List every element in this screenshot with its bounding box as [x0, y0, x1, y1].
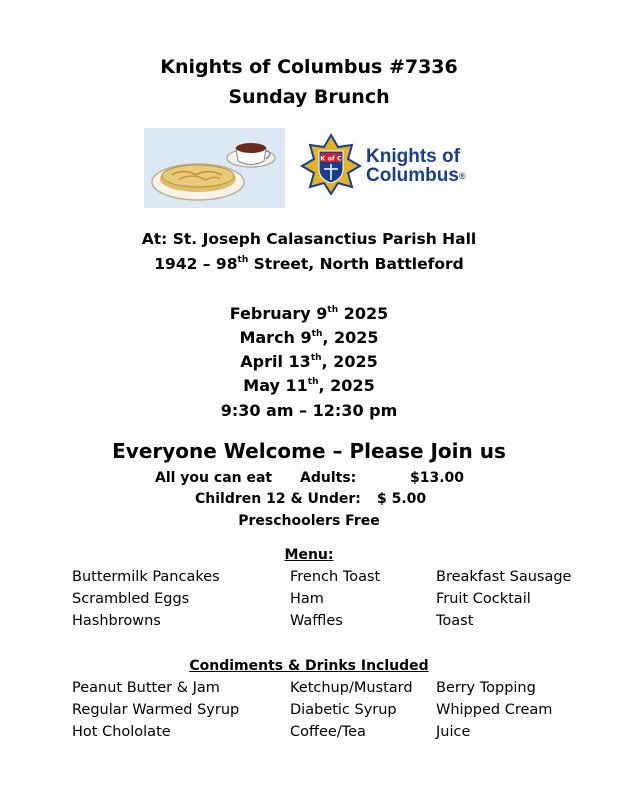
menu-item: Breakfast Sausage [436, 569, 572, 585]
page-subtitle: Sunday Brunch [228, 86, 390, 108]
preschoolers-label: Preschoolers Free [238, 513, 380, 529]
menu-item: Fruit Cocktail [436, 591, 531, 607]
all-you-can-eat-label: All you can eat [155, 470, 273, 486]
logo-name-line2: Columbus® [366, 165, 466, 186]
venue-address: 1942 – 98th Street, North Battleford [154, 254, 464, 273]
condiment-item: Peanut Butter & Jam [72, 680, 220, 696]
venue-name: At: St. Joseph Calasanctius Parish Hall [141, 230, 477, 248]
condiment-item: Ketchup/Mustard [290, 680, 413, 696]
condiment-item: Juice [436, 724, 471, 740]
menu-item: Buttermilk Pancakes [72, 569, 220, 585]
children-label: Children 12 & Under: [195, 491, 361, 507]
welcome-heading: Everyone Welcome – Please Join us [112, 439, 506, 463]
condiments-heading: Condiments & Drinks Included [189, 658, 429, 674]
menu-heading: Menu: [284, 547, 334, 563]
registered-mark: ® [458, 171, 466, 181]
date-item: April 13th, 2025 [240, 352, 378, 371]
logo-name-line1: Knights of [366, 146, 460, 167]
children-price: $ 5.00 [377, 491, 427, 507]
menu-item: Waffles [290, 613, 343, 629]
menu-item: Scrambled Eggs [72, 591, 190, 607]
condiment-item: Berry Topping [436, 680, 536, 696]
condiment-item: Hot Chololate [72, 724, 171, 740]
condiment-item: Diabetic Syrup [290, 702, 397, 718]
condiment-item: Whipped Cream [436, 702, 553, 718]
date-item: February 9th 2025 [229, 304, 389, 323]
date-item: March 9th, 2025 [239, 328, 379, 347]
menu-item: Hashbrowns [72, 613, 161, 629]
menu-item: Toast [436, 613, 474, 629]
page-title: Knights of Columbus #7336 [160, 56, 458, 78]
adults-price: $13.00 [410, 470, 465, 486]
brunch-pancakes-coffee-icon [144, 128, 285, 208]
condiment-item: Coffee/Tea [290, 724, 366, 740]
condiment-item: Regular Warmed Syrup [72, 702, 240, 718]
emblem-text: K of C [320, 154, 342, 163]
menu-item: French Toast [290, 569, 381, 585]
knights-of-columbus-emblem-icon [298, 133, 364, 195]
adults-label: Adults: [300, 470, 357, 486]
date-item: May 11th, 2025 [243, 376, 375, 395]
menu-item: Ham [290, 591, 324, 607]
event-time: 9:30 am – 12:30 pm [220, 401, 398, 420]
